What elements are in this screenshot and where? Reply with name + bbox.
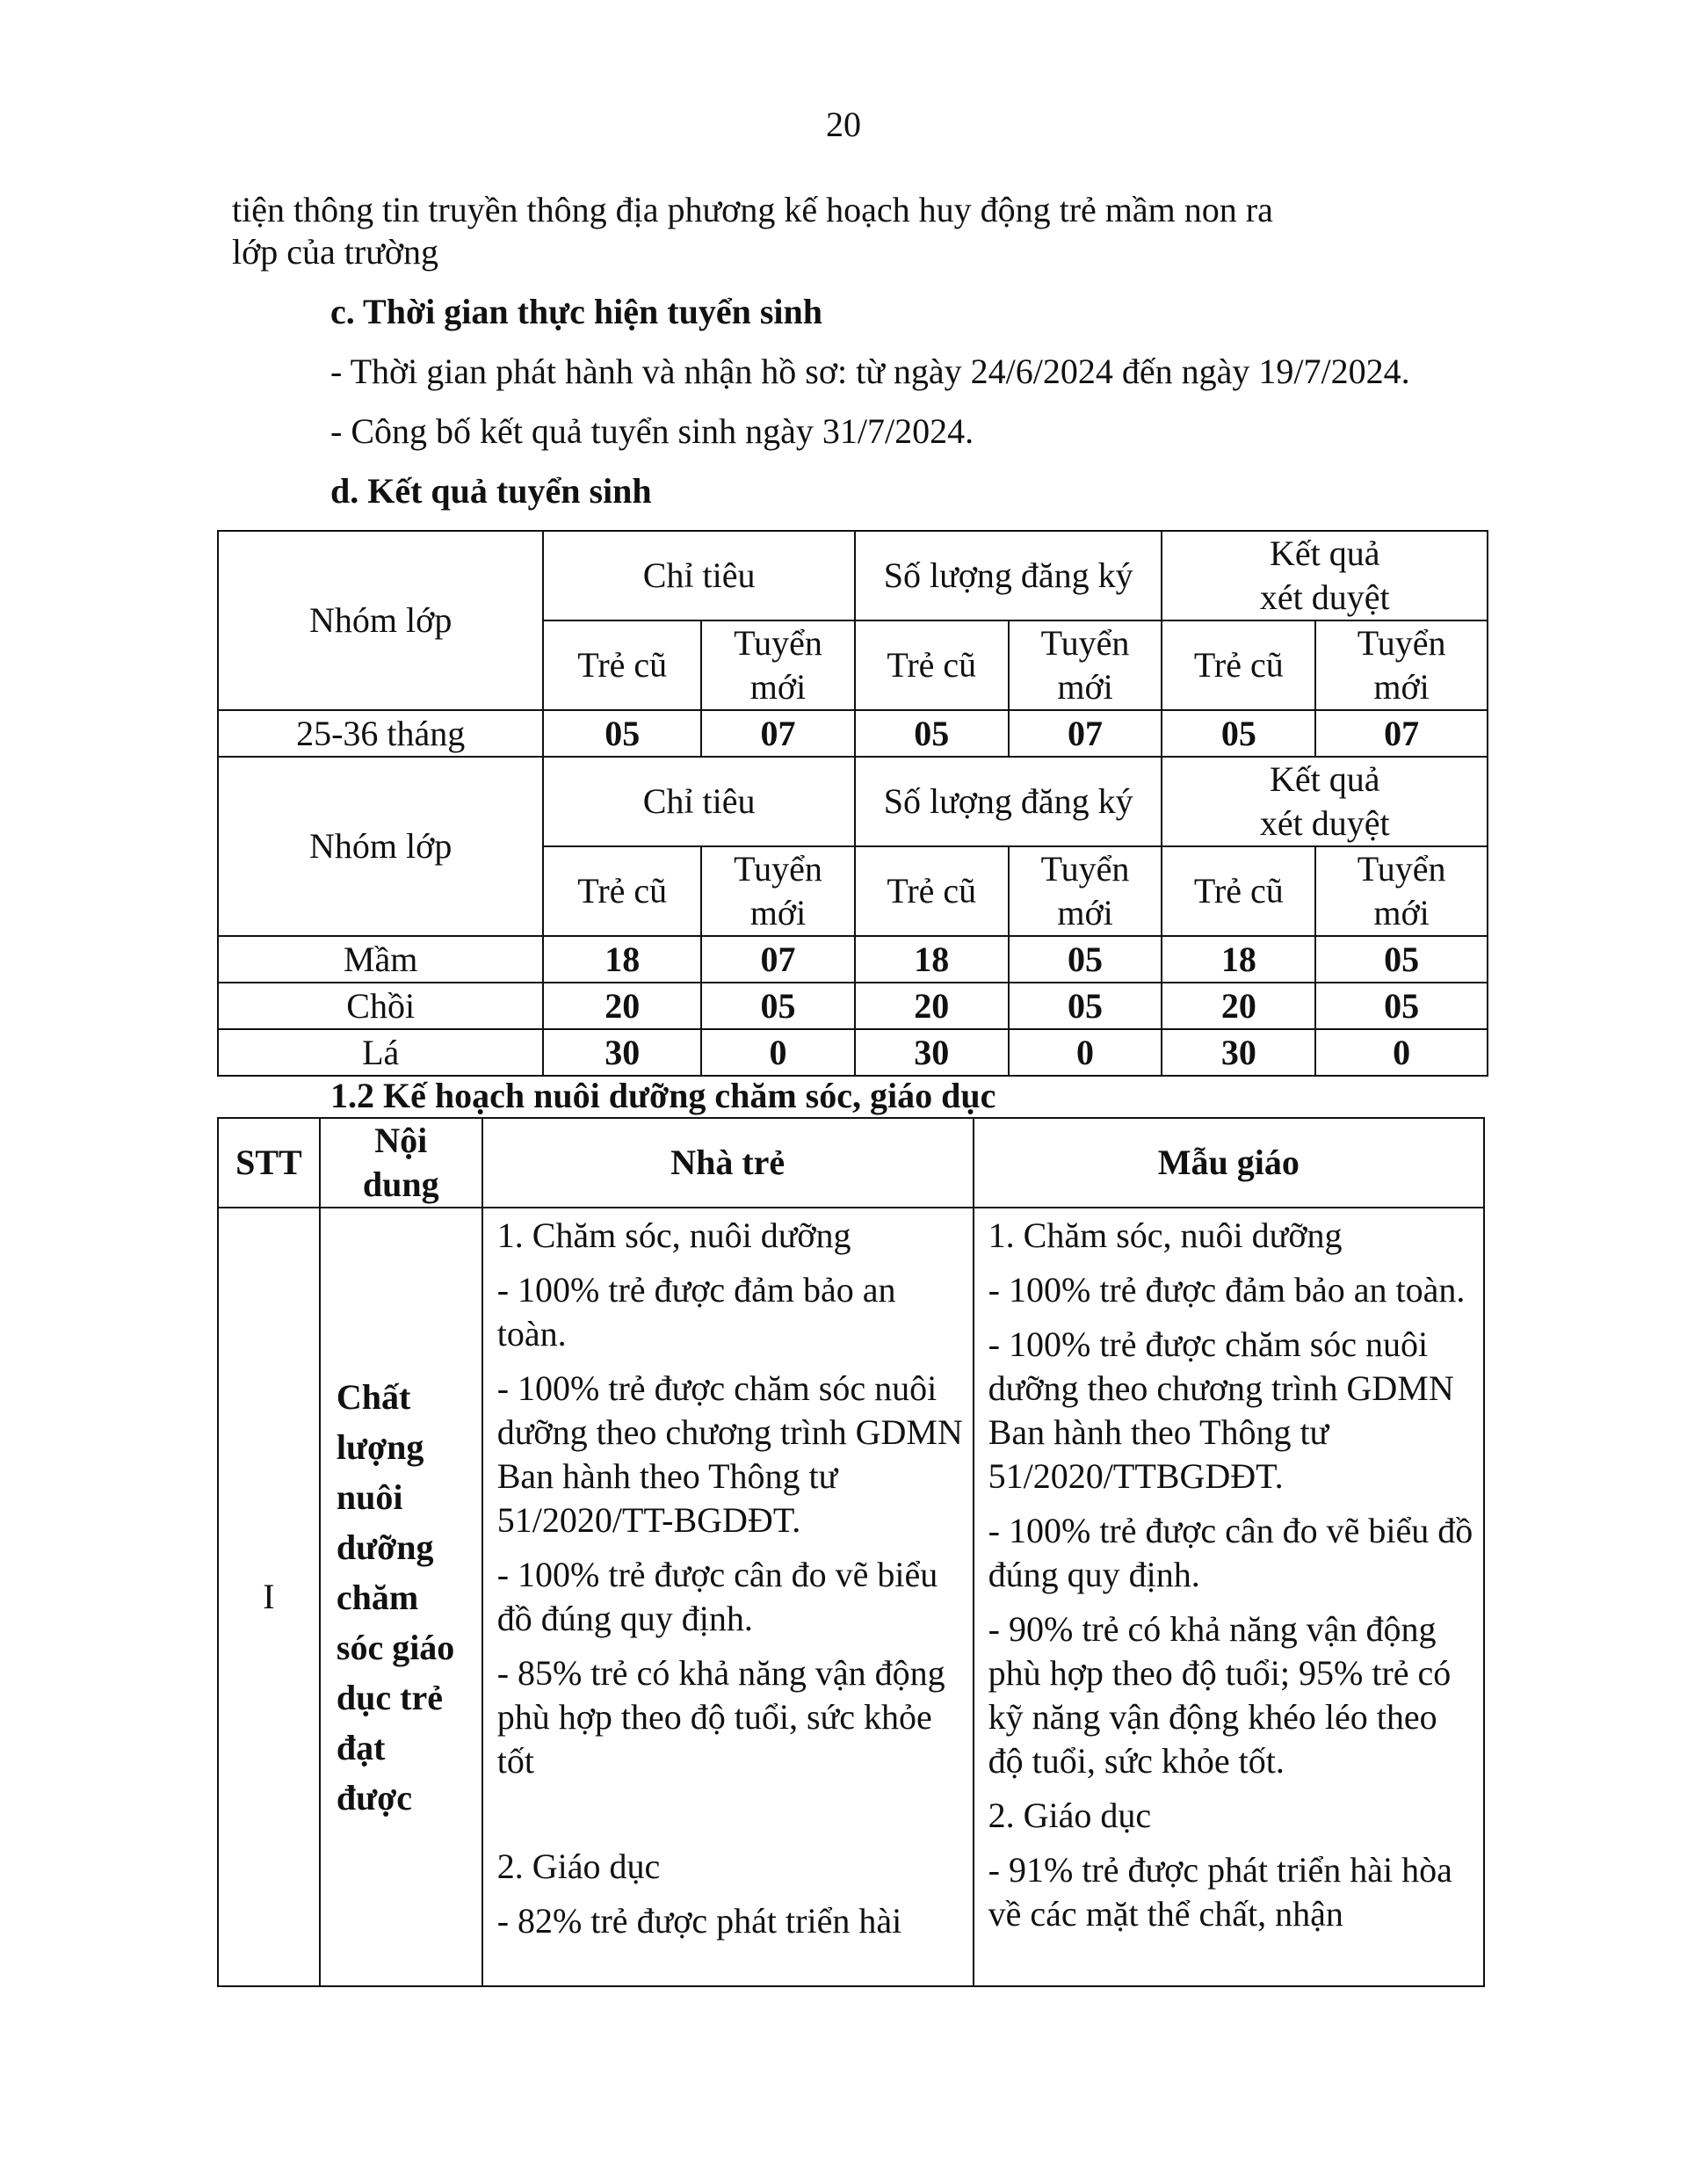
row-value: 0 [701, 1029, 855, 1076]
care-education-table [217, 1117, 1485, 1987]
so-luong-header: Số lượng đăng ký [855, 531, 1162, 620]
ket-qua-line-1: Kết quả [1269, 759, 1380, 799]
ket-qua-header [1162, 531, 1488, 620]
table-row [218, 1208, 1484, 1986]
nha-tre-item: 1. Chăm sóc, nuôi dưỡng [496, 1215, 851, 1255]
mau-giao-item: - 100% trẻ được chăm sóc nuôi dưỡng theo chương trình GDMN Ban hành theo Thông tư 51/2020/TTBGDĐT. [988, 1324, 1454, 1496]
mau-giao-item: - 90% trẻ có khả năng vận động phù hợp theo độ tuổi; 95% trẻ có kỹ năng vận động khéo léo theo độ tuổi, sức khỏe tốt. [988, 1609, 1452, 1781]
mau-giao-cell [974, 1208, 1484, 1986]
mau-giao-item: 2. Giáo dục [988, 1796, 1152, 1835]
section-12-heading: 1.2 Kế hoạch nuôi dưỡng chăm sóc, giáo dục [330, 1076, 996, 1115]
tuyen-moi-header [1315, 846, 1488, 936]
ket-qua-line-1: Kết quả [1269, 533, 1380, 573]
moi-line: mới [1057, 667, 1113, 707]
tre-cu-header: Trẻ cũ [1162, 620, 1315, 710]
row-value: 18 [543, 936, 701, 983]
row-value: 0 [1009, 1029, 1162, 1076]
chi-tieu-header: Chỉ tiêu [543, 531, 855, 620]
nha-tre-item: - 100% trẻ được cân đo vẽ biểu đồ đúng quy định. [496, 1555, 938, 1638]
tuyen-line: Tuyển [734, 623, 822, 663]
section-c-heading: c. Thời gian thực hiện tuyển sinh [330, 292, 822, 331]
stt-cell: I [218, 1208, 320, 1986]
nha-tre-item: 2. Giáo dục [496, 1847, 661, 1886]
row-value: 20 [543, 983, 701, 1029]
tuyen-line: Tuyển [1357, 849, 1446, 889]
table-row [218, 710, 1488, 757]
tre-cu-header: Trẻ cũ [543, 846, 701, 936]
row-name: Chồi [218, 983, 543, 1029]
tuyen-line: Tuyển [1040, 623, 1130, 663]
row-value: 05 [1315, 983, 1488, 1029]
tre-cu-header: Trẻ cũ [1162, 846, 1315, 936]
dung-line: dung [362, 1165, 439, 1204]
row-value: 05 [543, 710, 701, 757]
mau-giao-item: - 100% trẻ được cân đo vẽ biểu đồ đúng quy định. [988, 1511, 1473, 1594]
tuyen-moi-header [701, 846, 855, 936]
table-row [218, 1029, 1488, 1076]
content-line: sóc giáo [336, 1627, 455, 1667]
content-line: dục trẻ [336, 1677, 443, 1717]
row-value: 20 [855, 983, 1009, 1029]
row-value: 05 [1162, 710, 1315, 757]
row-name: Mầm [218, 936, 543, 983]
mau-giao-header: Mẫu giáo [974, 1118, 1484, 1208]
moi-line: mới [1373, 667, 1430, 707]
section-c-item-1: - Thời gian phát hành và nhận hồ sơ: từ ngày 24/6/2024 đến ngày 19/7/2024. [330, 352, 1410, 391]
moi-line: mới [1373, 893, 1430, 932]
ket-qua-line-2: xét duyệt [1259, 577, 1390, 617]
moi-line: mới [1057, 893, 1113, 932]
page-number: 20 [826, 105, 861, 144]
row-value: 18 [1162, 936, 1315, 983]
nha-tre-cell [482, 1208, 974, 1986]
tuyen-line: Tuyển [734, 849, 822, 889]
tre-cu-header: Trẻ cũ [855, 846, 1009, 936]
content-line: dưỡng [336, 1527, 434, 1567]
content-line: nuôi [336, 1477, 403, 1517]
row-value: 05 [1009, 983, 1162, 1029]
content-line: chăm [336, 1577, 419, 1617]
mau-giao-item: - 100% trẻ được đảm bảo an toàn. [988, 1270, 1466, 1310]
row-value: 0 [1315, 1029, 1488, 1076]
intro-line-2: lớp của trường [232, 232, 439, 272]
table-row [218, 983, 1488, 1029]
row-value: 30 [855, 1029, 1009, 1076]
row-value: 30 [1162, 1029, 1315, 1076]
so-luong-header: Số lượng đăng ký [855, 757, 1162, 846]
admission-results-table [217, 530, 1488, 1077]
moi-line: mới [749, 667, 807, 707]
ket-qua-line-2: xét duyệt [1259, 803, 1390, 843]
nha-tre-item: - 82% trẻ được phát triển hài [496, 1901, 902, 1941]
tre-cu-header: Trẻ cũ [543, 620, 701, 710]
content-cell [320, 1208, 482, 1986]
row-name: Lá [218, 1029, 543, 1076]
nha-tre-header: Nhà trẻ [482, 1118, 974, 1208]
mau-giao-item: - 91% trẻ được phát triển hài hòa về các mặt thể chất, nhận [988, 1850, 1452, 1934]
section-d-heading: d. Kết quả tuyển sinh [330, 471, 652, 511]
group-header: Nhóm lớp [218, 757, 543, 936]
row-value: 05 [855, 710, 1009, 757]
row-value: 07 [701, 936, 855, 983]
tuyen-line: Tuyển [1040, 849, 1130, 889]
tuyen-moi-header [701, 620, 855, 710]
content-line: lượng [336, 1426, 424, 1467]
tuyen-moi-header [1009, 620, 1162, 710]
tuyen-line: Tuyển [1357, 623, 1446, 663]
row-value: 05 [1315, 936, 1488, 983]
mau-giao-item: 1. Chăm sóc, nuôi dưỡng [988, 1215, 1343, 1255]
ket-qua-header [1162, 757, 1488, 846]
nha-tre-item: - 85% trẻ có khả năng vận động phù hợp theo độ tuổi, sức khỏe tốt [496, 1653, 945, 1781]
intro-line-1: tiện thông tin truyền thông địa phương kế hoạch huy động trẻ mầm non ra [232, 190, 1273, 229]
tuyen-moi-header [1315, 620, 1488, 710]
nha-tre-item: - 100% trẻ được chăm sóc nuôi dưỡng theo chương trình GDMN Ban hành theo Thông tư 51/2020/TT-BGDĐT. [496, 1368, 963, 1540]
row-value: 20 [1162, 983, 1315, 1029]
moi-line: mới [749, 893, 807, 932]
content-line: được [336, 1777, 413, 1818]
row-value: 07 [1315, 710, 1488, 757]
noi-line: Nội [374, 1121, 428, 1160]
chi-tieu-header: Chỉ tiêu [543, 757, 855, 846]
section-c-item-2: - Công bố kết quả tuyển sinh ngày 31/7/2024. [330, 411, 974, 451]
row-value: 05 [1009, 936, 1162, 983]
nha-tre-item: - 100% trẻ được đảm bảo an toàn. [496, 1270, 896, 1353]
row-value: 07 [1009, 710, 1162, 757]
tuyen-moi-header [1009, 846, 1162, 936]
row-name: 25-36 tháng [218, 710, 543, 757]
content-line: Chất [336, 1376, 411, 1417]
row-value: 05 [701, 983, 855, 1029]
content-line: đạt [336, 1727, 386, 1767]
stt-header: STT [218, 1118, 320, 1208]
noi-dung-header [320, 1118, 482, 1208]
row-value: 18 [855, 936, 1009, 983]
tre-cu-header: Trẻ cũ [855, 620, 1009, 710]
table-row [218, 936, 1488, 983]
row-value: 07 [701, 710, 855, 757]
row-value: 30 [543, 1029, 701, 1076]
group-header: Nhóm lớp [218, 531, 543, 710]
